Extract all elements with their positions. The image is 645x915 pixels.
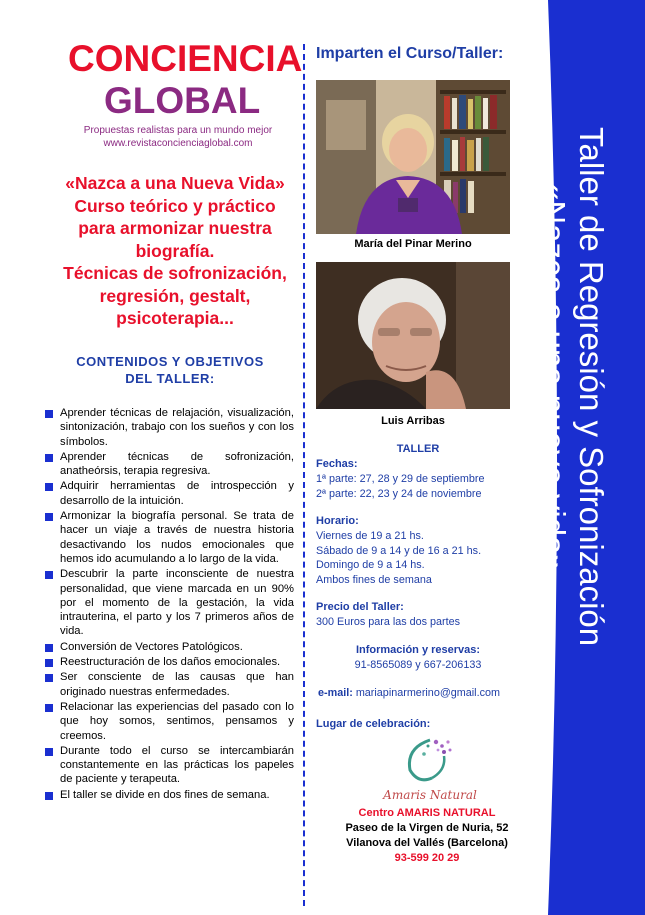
email-label: e-mail:: [318, 687, 353, 699]
list-item: [44, 479, 294, 508]
promo-line: psicoterapia...: [116, 308, 234, 328]
contents-title-line: DEL TALLER:: [125, 371, 215, 386]
square-bullet-icon: [45, 513, 53, 521]
brand-conciencia: CONCIENCIA: [68, 38, 303, 79]
list-item: [44, 509, 294, 566]
taller-label: TALLER: [396, 443, 440, 455]
teachers-title: Imparten el Curso/Taller:: [316, 45, 504, 62]
promo-line: para armonizar nuestra: [78, 218, 272, 238]
list-item: [44, 670, 294, 699]
square-bullet-icon: [45, 748, 53, 756]
list-item-text: Conversión de Vectores Patológicos.: [60, 640, 243, 653]
photo-luis-arribas: [316, 262, 510, 409]
teacher-name: Luis Arribas: [381, 415, 445, 427]
square-bullet-icon: [45, 704, 53, 712]
square-bullet-icon: [45, 454, 53, 462]
email-row: [318, 686, 500, 701]
logo-text: Amaris Natural: [383, 788, 477, 802]
list-item: [44, 700, 294, 743]
list-item-text: El taller se divide en dos fines de semana.: [60, 788, 270, 801]
vertical-title-line2: «Nazca a una nueva vida»: [535, 182, 572, 573]
list-item: [44, 788, 294, 802]
promo-line: «Nazca a una Nueva Vida»: [65, 173, 285, 193]
objectives-list: [44, 406, 294, 803]
promo-line: biografía.: [135, 240, 215, 261]
square-bullet-icon: [45, 410, 53, 418]
horario-line: Sábado de 9 a 14 y de 16 a 21 hs.: [316, 544, 482, 557]
promo-headline: [42, 172, 308, 330]
dashed-divider: [303, 44, 305, 906]
precio-value: 300 Euros para las dos partes: [316, 616, 461, 628]
list-item: [44, 450, 294, 479]
contents-title: [58, 353, 282, 387]
square-bullet-icon: [45, 644, 53, 652]
fecha-line: 2ª parte: 22, 23 y 24 de noviembre: [316, 487, 482, 500]
list-item-text: Reestructuración de los daños emocionales.: [60, 656, 281, 669]
brand-tagline: [66, 124, 290, 150]
website-link[interactable]: www.revistaconcienciaglobal.com: [103, 138, 253, 149]
list-item: [44, 406, 294, 449]
list-item-text: Relacionar las experiencias del pasado con lo que hoy somos, sentimos, pensamos y creemos.: [60, 700, 294, 742]
list-item-text: Aprender técnicas de sofronización, anatheórsis, terapia regresiva.: [60, 450, 294, 478]
fecha-line: 1ª parte: 27, 28 y 29 de septiembre: [316, 473, 485, 485]
leaf-logo-icon: [380, 734, 480, 790]
list-item-text: Adquirir herramientas de introspección y desarrollo de la intuición.: [60, 480, 294, 507]
list-item: [44, 744, 294, 787]
fechas-label: Fechas:: [316, 458, 358, 470]
contents-title-line: CONTENIDOS Y OBJETIVOS: [76, 354, 264, 369]
list-item-text: Durante todo el curso se intercambiarán constantemente en las prácticas los papeles de paciente y terapeuta.: [60, 744, 294, 786]
vertical-title-line1: Taller de Regresión y Sofronización: [573, 127, 610, 647]
horario-label: Horario:: [316, 515, 359, 527]
square-bullet-icon: [45, 674, 53, 682]
list-item-text: Aprender técnicas de relajación, visualización, sintonización, trabajo con los sueños y con los símbolos.: [60, 407, 294, 448]
venue-street: Paseo de la Virgen de Nuria, 52: [345, 822, 509, 834]
teacher-name: María del Pinar Merino: [354, 238, 472, 250]
fechas-lines: [316, 472, 484, 501]
amaris-natural-logo: [380, 734, 480, 804]
photo-maria-del-pinar-merino: [316, 80, 510, 234]
square-bullet-icon: [45, 659, 53, 667]
promo-line: Técnicas de sofronización,: [63, 263, 287, 283]
list-item-text: Ser consciente de las causas que han originado nuestras enfermedades.: [60, 671, 294, 698]
square-bullet-icon: [45, 792, 53, 800]
promo-line: regresión, gestalt,: [99, 285, 251, 306]
list-item-text: Armonizar la biografía personal. Se trata de hacer un viaje a través de nuestra historia desactivando los nudos emocionales que hemos ido acumulando a lo largo de la vida.: [60, 510, 294, 565]
brand-global: GLOBAL: [104, 80, 261, 121]
email-link[interactable]: mariapinarmerino@gmail.com: [355, 687, 500, 699]
horario-line: Domingo de 9 a 14 hs.: [316, 559, 425, 571]
tagline-text: Propuestas realistas para un mundo mejor: [83, 125, 273, 136]
venue-address: [318, 806, 536, 866]
venue-name: Centro AMARIS NATURAL: [358, 807, 496, 819]
venue-city: Vilanova del Vallés (Barcelona): [346, 837, 508, 849]
list-item: [44, 640, 294, 654]
list-item: [44, 567, 294, 638]
precio-label: Precio del Taller:: [316, 601, 404, 613]
list-item-text: Descubrir la parte inconsciente de nuestra personalidad, que viene marcada en un 90% por el momento de la gestación, la vida intrauterina, el parto y los 7 primeros años de vida.: [60, 568, 294, 638]
promo-line: Curso teórico y práctico: [74, 195, 276, 216]
informacion-phones: 91-8565089 y 667-206133: [354, 659, 482, 671]
square-bullet-icon: [45, 483, 53, 491]
square-bullet-icon: [45, 571, 53, 579]
informacion-label: Información y reservas:: [355, 644, 481, 656]
vertical-title: [535, 107, 634, 787]
list-item: [44, 655, 294, 669]
horario-line: Ambos fines de semana: [316, 573, 432, 586]
horario-lines: [316, 529, 481, 587]
venue-phone: 93-599 20 29: [394, 852, 460, 864]
horario-line: Viernes de 19 a 21 hs.: [316, 530, 424, 542]
lugar-label: Lugar de celebración:: [316, 718, 431, 730]
